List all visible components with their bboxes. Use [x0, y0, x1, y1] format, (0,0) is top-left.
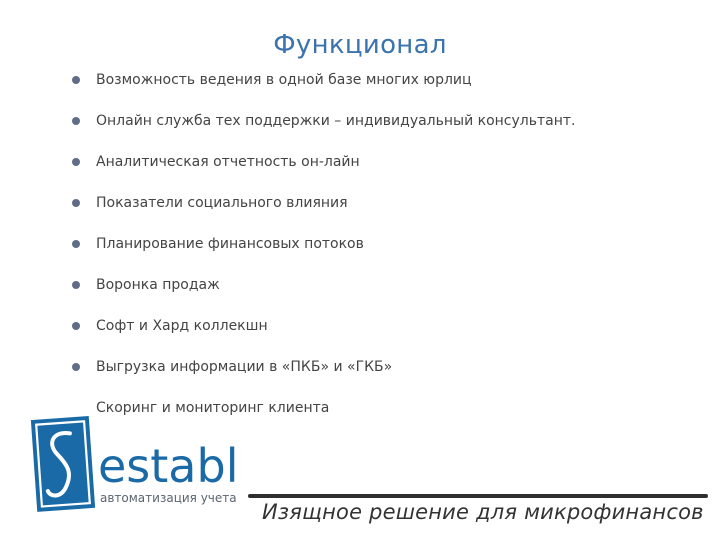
bullet-dot-icon [72, 76, 80, 84]
feature-list [70, 68, 576, 437]
feature-text: Планирование финансовых потоков [96, 236, 364, 252]
feature-text: Аналитическая отчетность он-лайн [96, 154, 360, 170]
bullet-dot-icon [72, 117, 80, 125]
feature-text: Онлайн служба тех поддержки – индивидуальный консультант. [96, 113, 576, 129]
feature-item [70, 355, 576, 396]
feature-item [70, 68, 576, 109]
bullet-dot-icon [72, 363, 80, 371]
establ-logo [28, 412, 238, 522]
feature-item [70, 232, 576, 273]
tagline: Изящное решение для микрофинансов [262, 500, 704, 524]
bullet-dot-icon [72, 158, 80, 166]
feature-item [70, 314, 576, 355]
feature-item [70, 150, 576, 191]
bullet-dot-icon [72, 322, 80, 330]
slide-title: Функционал [273, 30, 447, 60]
logo-subtitle: автоматизация учета [100, 491, 237, 505]
feature-text: Показатели социального влияния [96, 195, 348, 211]
bullet-dot-icon [72, 240, 80, 248]
feature-text: Выгрузка информации в «ПКБ» и «ГКБ» [96, 359, 393, 375]
feature-text: Скоринг и мониторинг клиента [96, 400, 330, 416]
feature-item [70, 191, 576, 232]
feature-text: Софт и Хард коллекшн [96, 318, 268, 334]
feature-item [70, 273, 576, 314]
feature-text: Воронка продаж [96, 277, 220, 293]
logo-wordmark: establ [98, 439, 238, 493]
feature-text: Возможность ведения в одной базе многих юрлиц [96, 72, 472, 88]
bullet-dot-icon [72, 199, 80, 207]
feature-item [70, 109, 576, 150]
divider-line [248, 494, 708, 498]
bullet-dot-icon [72, 281, 80, 289]
